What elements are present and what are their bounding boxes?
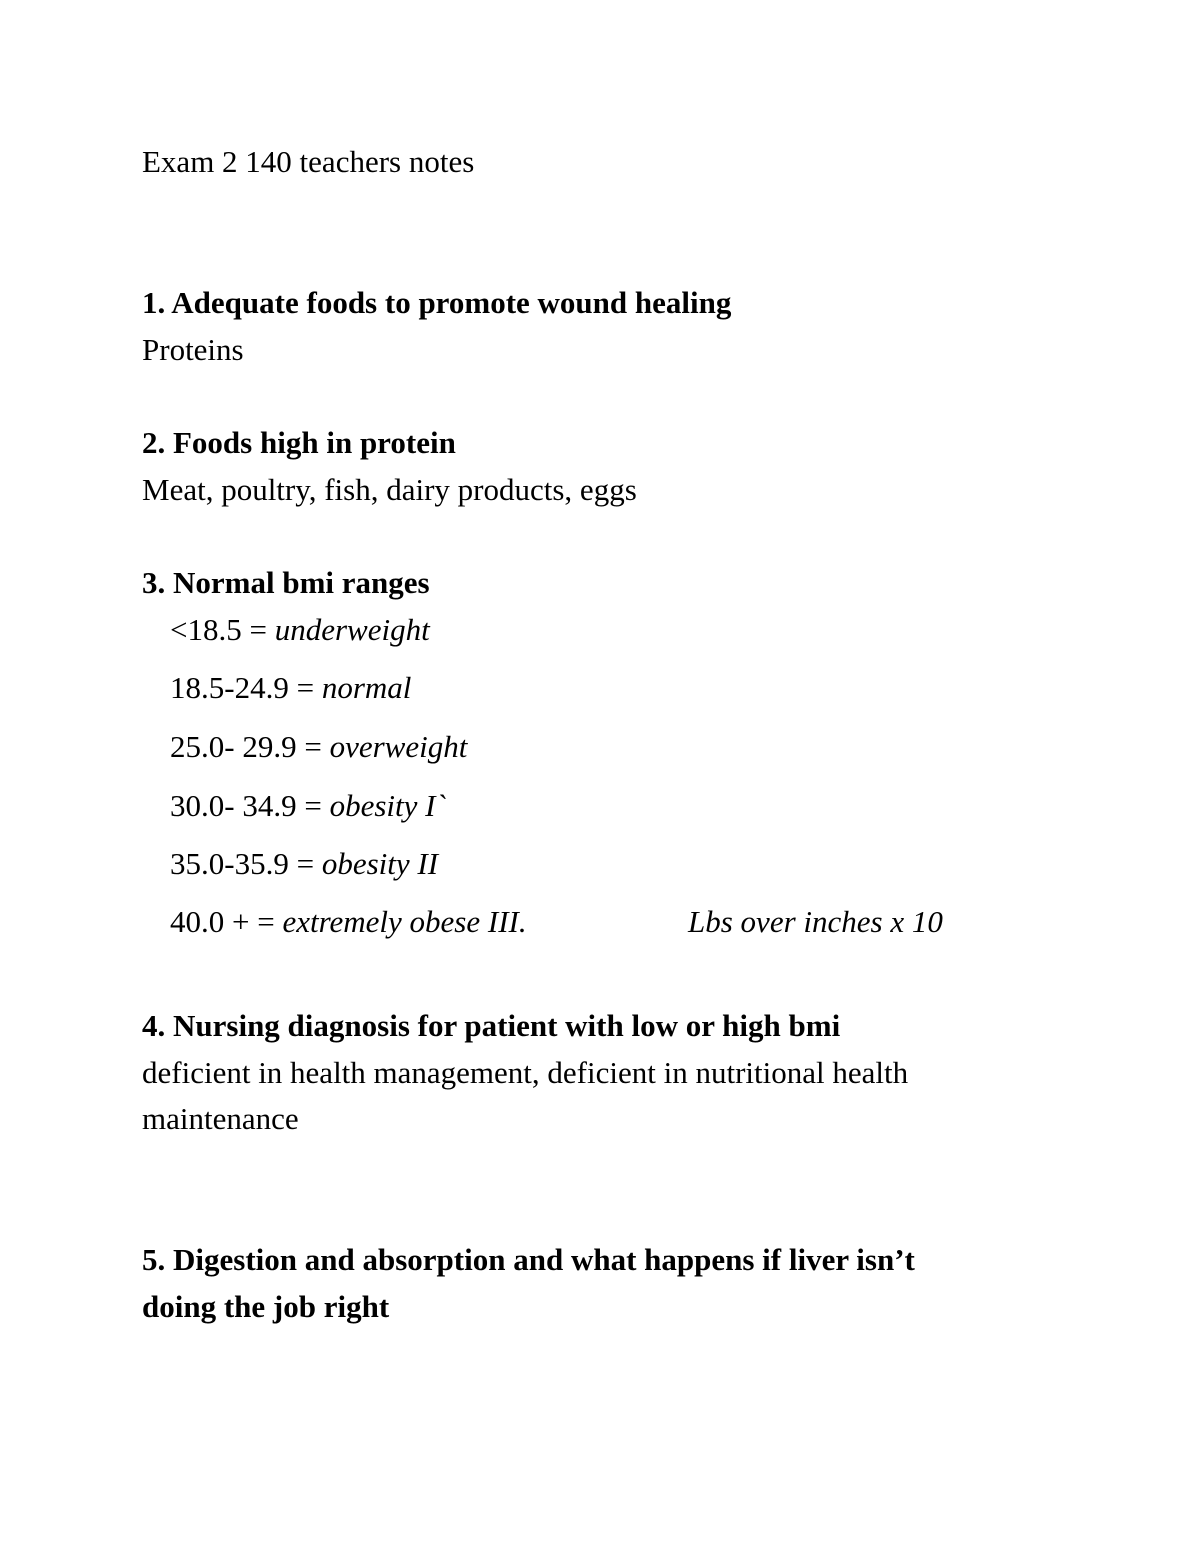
bmi-range-item [170, 902, 527, 942]
bmi-range-item [170, 727, 467, 767]
bmi-range-value: 25.0- 29.9 = [170, 729, 330, 764]
bmi-range-value: 30.0- 34.9 = [170, 788, 330, 823]
question-2-heading: 2. Foods high in protein [142, 425, 456, 460]
question-1-answer: Proteins [142, 332, 244, 367]
bmi-range-label: obesity II [321, 846, 439, 881]
bmi-range-label: extremely obese III. [282, 904, 527, 939]
bmi-range-item [170, 844, 438, 884]
bmi-range-item [170, 786, 446, 826]
bmi-range-label: overweight [329, 729, 468, 764]
question-2-answer: Meat, poultry, fish, dairy products, eggs [142, 472, 637, 507]
question-5-heading-line-2: doing the job right [142, 1289, 390, 1324]
bmi-range-label: underweight [274, 612, 430, 647]
question-3-heading: 3. Normal bmi ranges [142, 565, 430, 600]
bmi-range-value: 35.0-35.9 = [170, 846, 322, 881]
question-4-heading: 4. Nursing diagnosis for patient with low or high bmi [142, 1008, 841, 1043]
question-4-answer-line-2: maintenance [142, 1101, 299, 1136]
bmi-range-item [170, 668, 411, 708]
question-1-heading: 1. Adequate foods to promote wound healing [142, 285, 732, 320]
bmi-range-value: 40.0 + = [170, 904, 283, 939]
bmi-range-label: obesity I` [329, 788, 446, 823]
bmi-range-item [170, 610, 430, 650]
question-4-answer-line-1: deficient in health management, deficient in nutritional health [142, 1055, 909, 1090]
bmi-range-label: normal [321, 670, 412, 705]
document-title: Exam 2 140 teachers notes [142, 144, 475, 179]
bmi-range-value: 18.5-24.9 = [170, 670, 322, 705]
bmi-formula-note: Lbs over inches x 10 [688, 904, 943, 939]
question-5-heading-line-1: 5. Digestion and absorption and what happens if liver isn’t [142, 1242, 915, 1277]
bmi-range-value: <18.5 = [170, 612, 275, 647]
